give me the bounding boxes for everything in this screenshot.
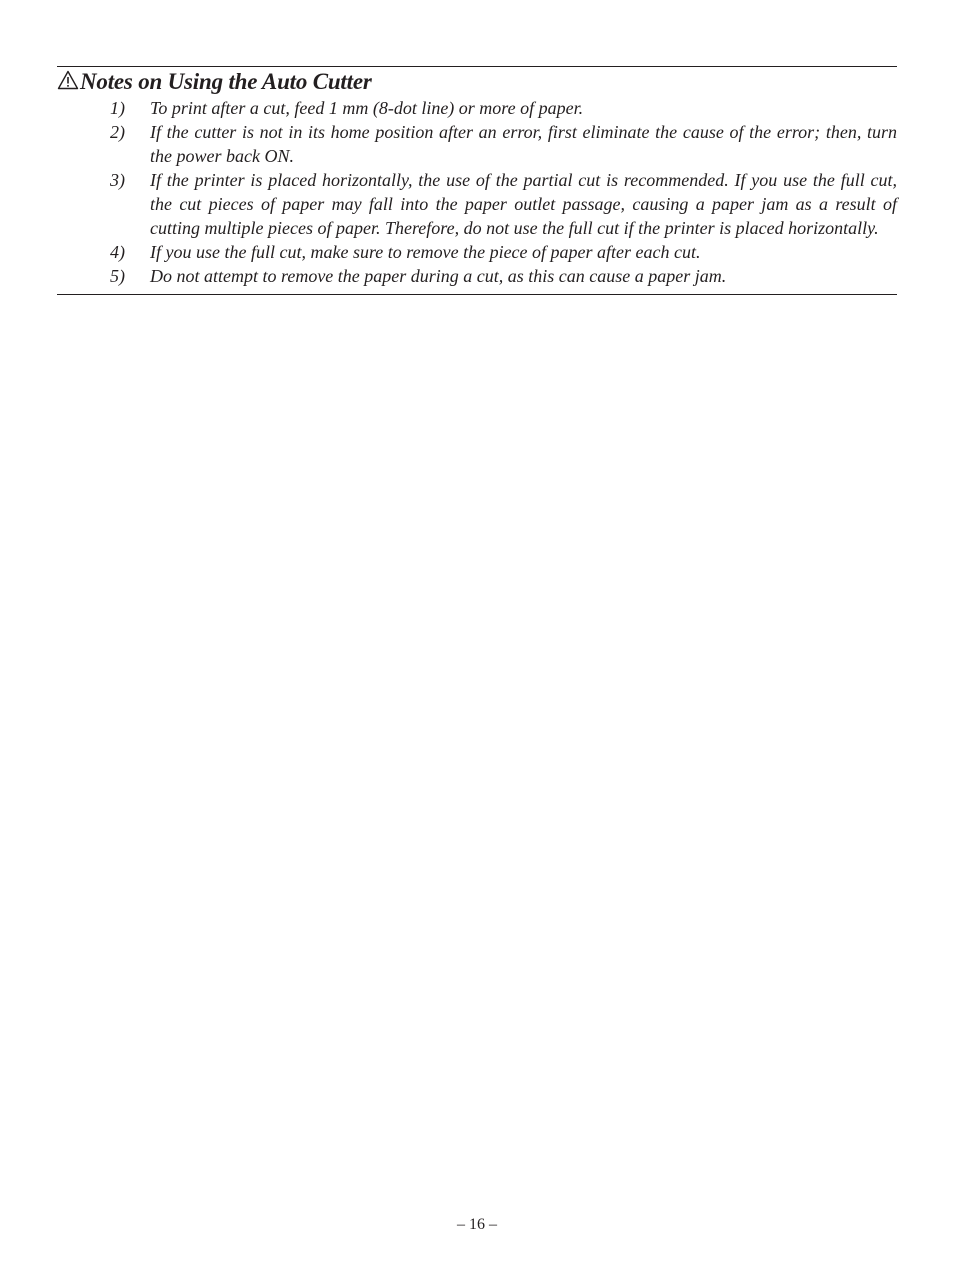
page-number: – 16 –	[457, 1216, 497, 1233]
list-item-number: 5)	[110, 266, 125, 286]
page-title: Notes on Using the Auto Cutter	[80, 69, 372, 94]
notes-section	[57, 66, 897, 295]
list-item	[57, 96, 897, 120]
notes-heading	[57, 68, 897, 96]
list-item	[57, 168, 897, 240]
list-item-number: 4)	[110, 242, 125, 262]
list-item-text: If the printer is placed horizontally, the use of the partial cut is recommended. If you use the full cut, the cut pieces of paper may fall into the paper outlet passage, causing a paper jam as a result of cutting multiple pieces of paper. Therefore, do not use the full cut if the printer is placed horizontally.	[150, 170, 897, 238]
list-item-number: 1)	[110, 98, 125, 118]
warning-triangle-icon	[57, 70, 79, 90]
list-item	[57, 240, 897, 264]
list-item	[57, 264, 897, 288]
list-item-text: If the cutter is not in its home position after an error, first eliminate the cause of the error; then, turn the power back ON.	[150, 122, 897, 166]
list-item-number: 3)	[110, 170, 125, 190]
list-item-number: 2)	[110, 122, 125, 142]
list-item-text: If you use the full cut, make sure to remove the piece of paper after each cut.	[150, 242, 701, 262]
notes-list	[57, 96, 897, 288]
list-item-text: To print after a cut, feed 1 mm (8-dot line) or more of paper.	[150, 98, 584, 118]
list-item-text: Do not attempt to remove the paper during a cut, as this can cause a paper jam.	[150, 266, 727, 286]
list-item	[57, 120, 897, 168]
